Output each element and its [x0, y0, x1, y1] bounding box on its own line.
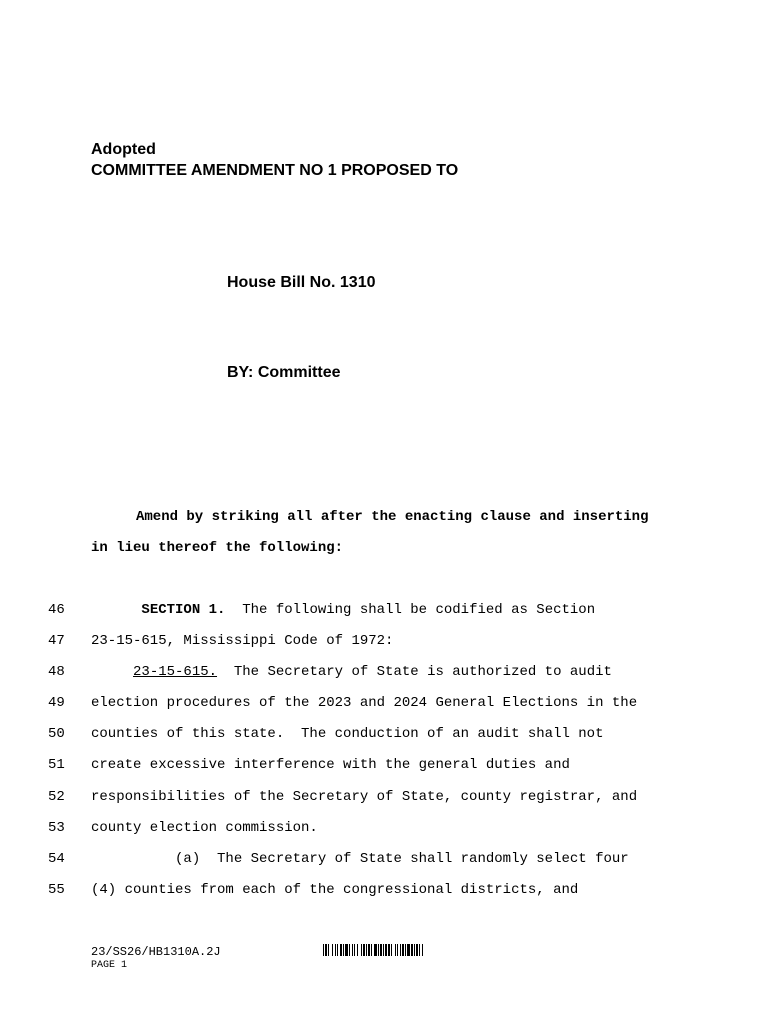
line-number: 52 — [48, 789, 65, 805]
intro-line-1: Amend by striking all after the enacting clause and inserting — [136, 509, 649, 525]
bill-text-line — [91, 664, 612, 680]
bill-text-line: (4) counties from each of the congressional districts, and — [91, 882, 579, 898]
bill-number: House Bill No. 1310 — [227, 274, 376, 291]
section-reference: 23-15-615. — [133, 664, 218, 680]
line-number: 55 — [48, 882, 65, 898]
line-text: The following shall be codified as Section — [225, 602, 596, 618]
line-number: 47 — [48, 633, 65, 649]
line-number: 50 — [48, 726, 65, 742]
line-number: 48 — [48, 664, 65, 680]
bill-text-line: 23-15-615, Mississippi Code of 1972: — [91, 633, 394, 649]
section-heading: SECTION 1. — [141, 602, 226, 618]
bill-text-line: counties of this state. The conduction of an audit shall not — [91, 726, 604, 742]
line-number: 53 — [48, 820, 65, 836]
line-number: 46 — [48, 602, 65, 618]
bill-text-line: create excessive interference with the general duties and — [91, 757, 570, 773]
intro-line-2: in lieu thereof the following: — [91, 540, 344, 556]
page-number: PAGE 1 — [91, 960, 128, 971]
bill-text-line: election procedures of the 2023 and 2024 General Elections in the — [91, 695, 638, 711]
line-number: 49 — [48, 695, 65, 711]
indent — [91, 602, 141, 618]
line-text: The Secretary of State is authorized to audit — [217, 664, 612, 680]
amendment-title: COMMITTEE AMENDMENT NO 1 PROPOSED TO — [91, 162, 459, 179]
document-code: 23/SS26/HB1310A.2J — [91, 945, 221, 959]
line-number: 51 — [48, 757, 65, 773]
barcode-icon — [323, 944, 491, 956]
indent — [91, 664, 133, 680]
bill-text-line: (a) The Secretary of State shall randomly select four — [91, 851, 629, 867]
amendment-status: Adopted — [91, 141, 156, 158]
bill-text-line: responsibilities of the Secretary of State, county registrar, and — [91, 789, 638, 805]
bill-text-line: county election commission. — [91, 820, 318, 836]
bill-text-line — [91, 602, 595, 618]
bill-sponsor: BY: Committee — [227, 364, 341, 381]
line-number: 54 — [48, 851, 65, 867]
